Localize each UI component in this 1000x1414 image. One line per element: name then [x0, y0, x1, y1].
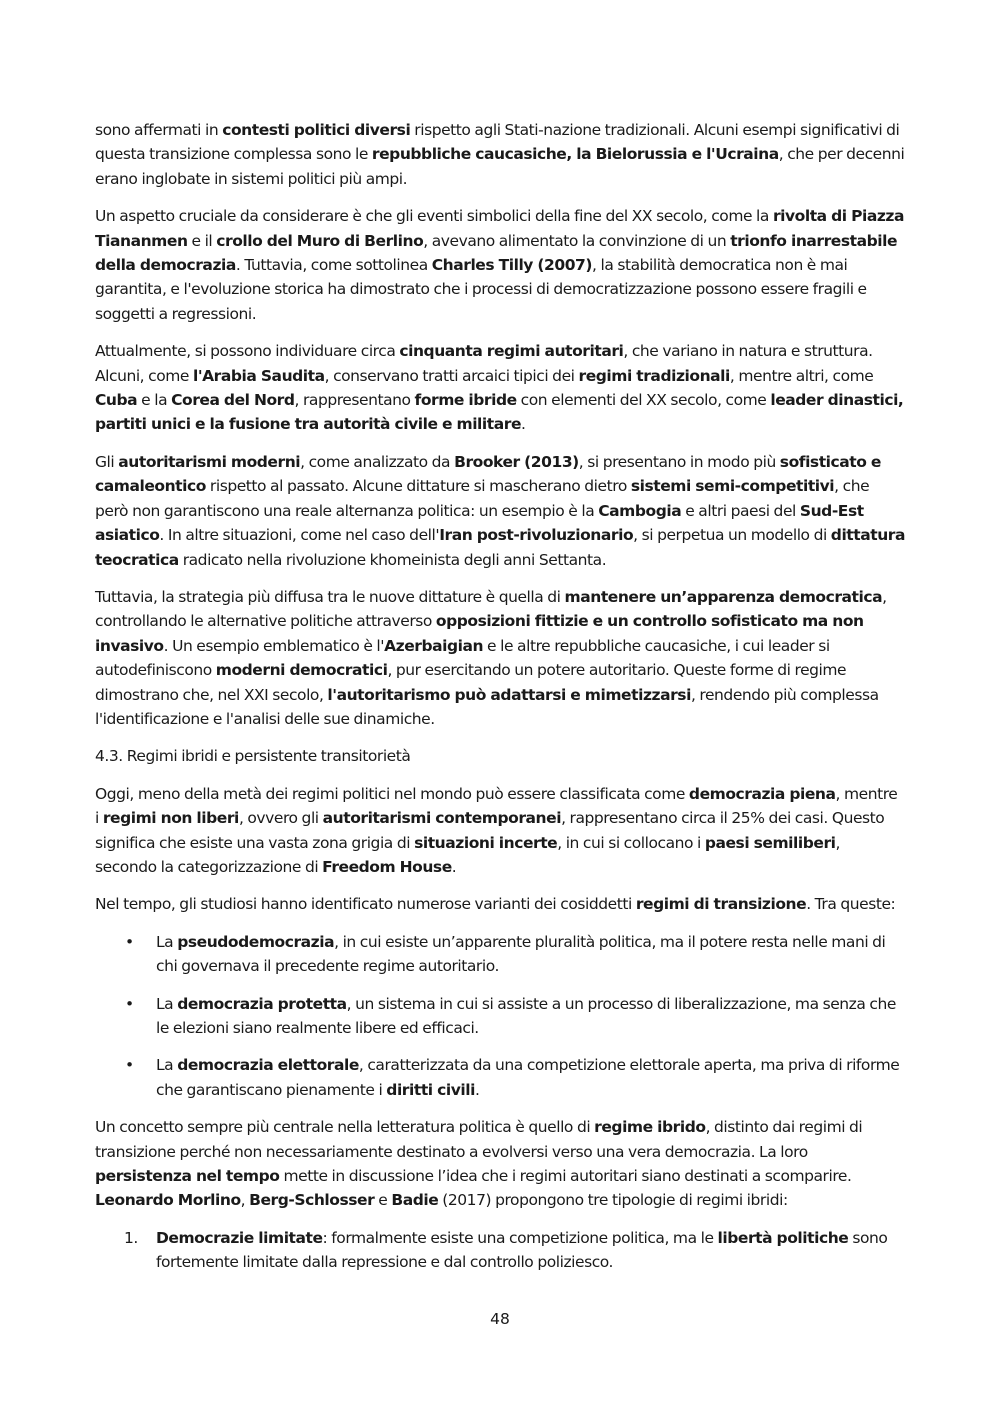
paragraph: [95, 892, 905, 916]
text-run: : formalmente esiste una competizione politica, ma le: [322, 1228, 718, 1247]
bold-text: democrazia elettorale: [177, 1056, 359, 1075]
text-run: ,: [240, 1191, 250, 1210]
text-run: , che variano in natura e struttura. Alcuni, come: [95, 342, 873, 385]
bold-text: persistenza nel tempo: [95, 1167, 280, 1186]
bold-text: situazioni incerte: [414, 833, 558, 852]
paragraph: [95, 339, 905, 437]
paragraph: [95, 782, 905, 880]
text-run: , un sistema in cui si assiste a un processo di liberalizzazione, ma senza che le elezioni siano realmente libere ed efficaci.: [156, 994, 896, 1037]
bold-text: mantenere un’apparenza democratica: [564, 587, 883, 606]
text-run: , in cui si collocano i: [557, 833, 705, 852]
text-run: , conservano tratti arcaici tipici dei: [324, 366, 579, 385]
numbered-list: [95, 1226, 905, 1275]
text-run: rispetto al passato. Alcune dittature si mascherano dietro: [205, 477, 631, 496]
text-run: rispetto agli Stati-nazione tradizionali. Alcuni esempi significativi di questa transizione complessa sono le: [95, 121, 900, 164]
paragraph: [95, 1115, 905, 1213]
list-item-text: [156, 995, 896, 1037]
text-run: Un aspetto cruciale da considerare è che gli eventi simbolici della fine del XX secolo, come la: [95, 207, 773, 226]
bold-text: Cambogia: [598, 501, 682, 520]
text-run: , si presentano in modo più: [578, 452, 780, 471]
text-run: , distinto dai regimi di transizione perché non necessariamente destinato a evolversi verso una vera democrazia. La loro: [95, 1118, 863, 1161]
section-heading: 4.3. Regimi ibridi e persistente transitorietà: [95, 747, 411, 766]
bullet-marker: •: [125, 994, 134, 1013]
text-run: , rappresentano circa il 25% dei casi. Questo significa che esiste una vasta zona grigia di: [95, 809, 885, 852]
bold-text: cinquanta regimi autoritari: [399, 342, 624, 361]
paragraph: [95, 450, 905, 572]
text-run: e la: [137, 391, 172, 410]
list-item-text: [156, 933, 885, 975]
bold-text: contesti politici diversi: [222, 121, 411, 139]
bold-text: Charles Tilly (2007): [431, 256, 593, 275]
text-run: e altri paesi del: [681, 501, 800, 520]
bullet-list: [95, 930, 905, 1102]
bold-text: regimi di transizione: [635, 895, 807, 914]
item-number: 1.: [124, 1228, 138, 1247]
text-run: , mentre altri, come: [729, 366, 874, 385]
bold-text: l'autoritarismo può adattarsi e mimetizzarsi: [327, 685, 691, 704]
text-run: Un concetto sempre più centrale nella letteratura politica è quello di: [95, 1118, 595, 1137]
text-run: Attualmente, si possono individuare circa: [95, 342, 400, 361]
text-run: , la stabilità democratica non è mai garantita, e l'evoluzione storica ha dimostrato che i processi di democratizzazione possono essere fragili e soggetti a regressioni.: [95, 256, 867, 323]
bold-text: paesi semiliberi: [704, 833, 836, 852]
bold-text: Corea del Nord: [171, 391, 295, 410]
text-run: , pur esercitando un potere autoritario. Queste forme di regime dimostrano che, nel XXI secolo,: [95, 661, 847, 704]
text-run: , rendendo più complessa l'identificazione e l'analisi delle sue dinamiche.: [95, 685, 879, 728]
text-run: , caratterizzata da una competizione elettorale aperta, ma priva di riforme che garantiscano pienamente i: [156, 1056, 900, 1099]
numbered-item: [95, 1226, 905, 1275]
bold-text: moderni democratici: [215, 661, 388, 680]
section-paragraphs: [95, 782, 905, 917]
text-run: , ovvero gli: [238, 809, 323, 828]
text-run: Gli: [95, 452, 119, 471]
text-run: , secondo la categorizzazione di: [95, 833, 841, 876]
bold-text: Sud-Est asiatico: [95, 501, 864, 545]
text-run: , che per decenni erano inglobate in sistemi politici più ampi.: [95, 145, 905, 188]
text-run: La: [156, 994, 178, 1013]
bold-text: repubbliche caucasiche, la Bielorussia e l'Ucraina: [371, 145, 779, 164]
text-run: , che però non garantiscono una reale alternanza politica: un esempio è la: [95, 477, 870, 520]
bold-text: diritti civili: [386, 1080, 475, 1099]
bold-text: democrazia protetta: [177, 994, 347, 1013]
bold-text: Brooker (2013): [454, 452, 579, 471]
list-item: [95, 930, 905, 979]
text-run: con elementi del XX secolo, come: [516, 391, 771, 410]
bold-text: libertà politiche: [717, 1228, 849, 1247]
bold-text: autoritarismi contemporanei: [322, 809, 562, 828]
text-run: Tuttavia, la strategia più diffusa tra le nuove dittature è quella di: [95, 587, 565, 606]
bold-text: regimi non liberi: [102, 809, 239, 828]
intro-paragraphs: [95, 118, 905, 731]
bold-text: Freedom House: [322, 857, 452, 876]
bold-text: sofisticato e camaleontico: [95, 452, 881, 496]
bold-text: crollo del Muro di Berlino: [216, 231, 424, 250]
bold-text: autoritarismi moderni: [118, 452, 301, 471]
document-page: [95, 118, 905, 1275]
bold-text: trionfo inarrestabile della democrazia: [95, 231, 898, 275]
text-run: e le altre repubbliche caucasiche, i cui leader si autodefiniscono: [95, 636, 830, 680]
text-run: , si perpetua un modello di: [633, 526, 831, 545]
bold-text: regimi tradizionali: [578, 366, 730, 385]
text-run: , in cui esiste un’apparente pluralità politica, ma il potere resta nelle mani di chi governava il precedente regime autoritario.: [156, 932, 886, 976]
bold-text: forme ibride: [414, 391, 517, 410]
bold-text: Iran post-rivoluzionario: [439, 526, 634, 545]
bold-text: Badie: [391, 1191, 439, 1210]
text-run: . Tuttavia, come sottolinea: [235, 256, 432, 275]
bold-text: Berg-Schlosser: [249, 1191, 375, 1210]
bold-text: rivolta di Piazza Tiananmen: [95, 207, 905, 250]
text-run: La: [156, 932, 178, 951]
text-run: radicato nella rivoluzione khomeinista degli anni Settanta.: [178, 550, 607, 569]
bold-text: democrazia piena: [688, 784, 836, 803]
text-run: , mentre i: [95, 784, 898, 828]
text-run: sono affermati in: [95, 121, 223, 139]
text-run: . Tra queste:: [806, 895, 896, 914]
text-run: , rappresentano: [294, 391, 415, 410]
bold-text: leader dinastici, partiti unici e la fusione tra autorità civile e militare: [95, 391, 904, 434]
paragraph: [95, 118, 905, 191]
list-item-text: [156, 1056, 899, 1098]
text-run: , come analizzato da: [300, 452, 455, 471]
text-run: e: [374, 1191, 392, 1210]
text-run: . In altre situazioni, come nel caso dell': [159, 526, 440, 545]
bullet-marker: •: [125, 1056, 134, 1075]
text-run: , controllando le alternative politiche attraverso: [95, 587, 887, 631]
bold-text: Democrazie limitate: [156, 1228, 323, 1247]
text-run: e il: [187, 231, 217, 250]
bold-text: Azerbaigian: [384, 636, 484, 655]
bold-text: Cuba: [95, 391, 138, 410]
text-run: Oggi, meno della metà dei regimi politici nel mondo può essere classificata come: [95, 784, 689, 803]
text-run: . Un esempio emblematico è l': [163, 636, 385, 655]
text-run: .: [521, 415, 526, 434]
text-run: La: [156, 1056, 178, 1075]
text-run: .: [474, 1080, 480, 1099]
text-run: , avevano alimentato la convinzione di un: [423, 231, 731, 250]
text-run: Nel tempo, gli studiosi hanno identificato numerose varianti dei cosiddetti: [95, 895, 636, 914]
text-run: .: [451, 857, 457, 876]
list-item: [95, 1053, 905, 1102]
bold-text: opposizioni fittizie e un controllo sofisticato ma non invasivo: [95, 612, 864, 655]
bullet-marker: •: [125, 932, 134, 951]
list-item: [95, 992, 905, 1041]
text-run: mette in discussione l’idea che i regimi autoritari siano destinati a scomparire.: [279, 1167, 852, 1186]
bold-text: sistemi semi-competitivi: [630, 477, 835, 496]
text-run: sono fortemente limitate dalla repressione e dal controllo poliziesco.: [156, 1228, 888, 1272]
bold-text: Leonardo Morlino: [95, 1191, 241, 1210]
bold-text: l'Arabia Saudita: [192, 366, 325, 385]
bold-text: pseudodemocrazia: [177, 932, 335, 951]
text-run: (2017) propongono tre tipologie di regimi ibridi:: [438, 1191, 788, 1210]
bold-text: regime ibrido: [594, 1118, 706, 1137]
numbered-item-text: [156, 1229, 887, 1271]
bold-text: dittatura teocratica: [95, 526, 905, 569]
page-number: 48: [490, 1310, 510, 1328]
paragraph: [95, 204, 905, 326]
paragraph: [95, 585, 905, 731]
